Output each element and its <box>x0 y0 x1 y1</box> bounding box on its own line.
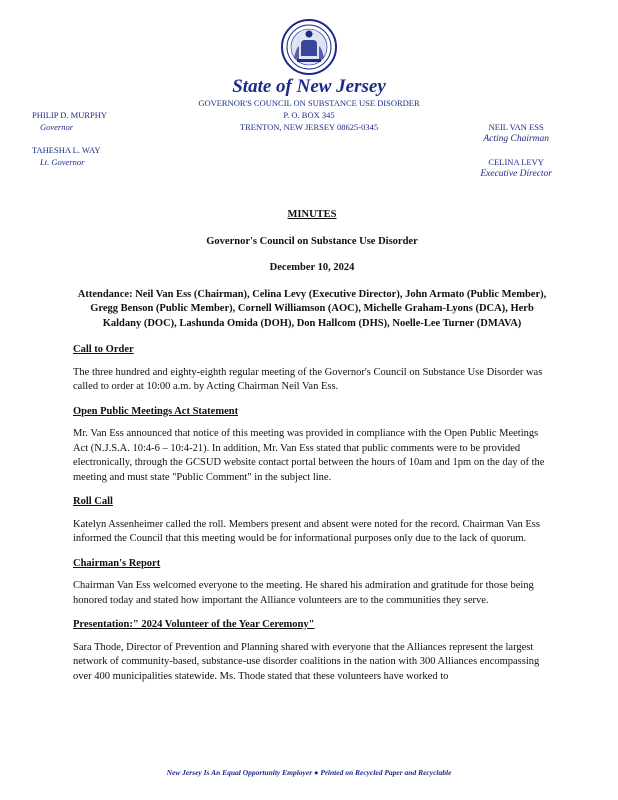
section-heading-call-to-order: Call to Order <box>73 344 134 355</box>
chairman-title: Acting Chairman <box>483 134 550 144</box>
lt-governor-name: TAHESHA L. WAY <box>32 145 101 155</box>
governor-title: Governor <box>40 122 74 132</box>
section-body-roll-call: Katelyn Assenheimer called the roll. Members present and absent were noted for the record. Chairman Van Ess informed the Council that this meeting would be for informational purposes only due to the lack of quorum. <box>73 518 540 544</box>
section-heading-chairmans-report: Chairman's Report <box>73 557 161 569</box>
director-title: Executive Director <box>480 169 552 179</box>
minutes-heading: MINUTES <box>287 209 337 220</box>
section-body-presentation: Sara Thode, Director of Prevention and Planning shared with everyone that the Alliances represent the largest network of community-based, substance-use disorder coalitions in the nation with 300 Alliances encompassing over 400 municipalities statewide. Ms. Thode stated that these volunteers have worked to <box>73 641 540 682</box>
governor-block <box>32 109 107 168</box>
document-body <box>73 208 551 694</box>
section-body-call-to-order: The three hundred and eighty-eighth regular meeting of the Governor's Council on Substance Use Disorder was called to order at 10:00 a.m. by Acting Chairman Neil Van Ess. <box>73 366 543 392</box>
chairman-block <box>480 121 552 180</box>
meeting-date: December 10, 2024 <box>269 262 355 273</box>
agency-name: GOVERNOR'S COUNCIL ON SUBSTANCE USE DISORDER <box>198 98 420 108</box>
section-body-opma: Mr. Van Ess announced that notice of this meeting was provided in compliance with the Open Public Meetings Act (N.J.S.A. 10:4-6 – 10:4-21). In addition, Mr. Van Ess stated that public comments were to be provided electronically, through the GCSUD website contact portal between the hours of 10am and 1pm on the day of the meeting and must state "Public Comment" in the subject line. <box>73 428 545 483</box>
chairman-name: NEIL VAN ESS <box>488 122 544 132</box>
council-name: Governor's Council on Substance Use Disorder <box>206 235 418 247</box>
section-heading-presentation: Presentation:" 2024 Volunteer of the Year Ceremony" <box>73 619 315 630</box>
section-body-chairmans-report: Chairman Van Ess welcomed everyone to the meeting. He shared his admiration and gratitude for those being honored today and stated how important the Alliance volunteers are to the communities they serve. <box>73 580 534 606</box>
section-heading-roll-call: Roll Call <box>73 496 113 507</box>
state-seal-icon <box>280 18 338 76</box>
agency-city: TRENTON, NEW JERSEY 08625-0345 <box>239 122 379 132</box>
page-footer: New Jersey Is An Equal Opportunity Employer ● Printed on Recycled Paper and Recyclable <box>166 768 452 777</box>
attendance: Attendance: Neil Van Ess (Chairman), Celina Levy (Executive Director), John Armato (Public Member), Gregg Benson (Public Member), Cornell Williamson (AOC), Michelle Graham-Lyons (DCA), Herb Kaldany (DOC), Lashunda Omida (DOH), Don Hallcom (DHS), Noelle-Lee Turner (DMAVA) <box>77 288 547 329</box>
director-name: CELINA LEVY <box>488 157 544 167</box>
po-box: P. O. BOX 345 <box>283 110 335 120</box>
governor-name: PHILIP D. MURPHY <box>32 110 108 120</box>
state-title: State of New Jersey <box>232 76 386 97</box>
section-heading-opma: Open Public Meetings Act Statement <box>73 405 239 417</box>
lt-governor-title: Lt. Governor <box>40 157 85 167</box>
